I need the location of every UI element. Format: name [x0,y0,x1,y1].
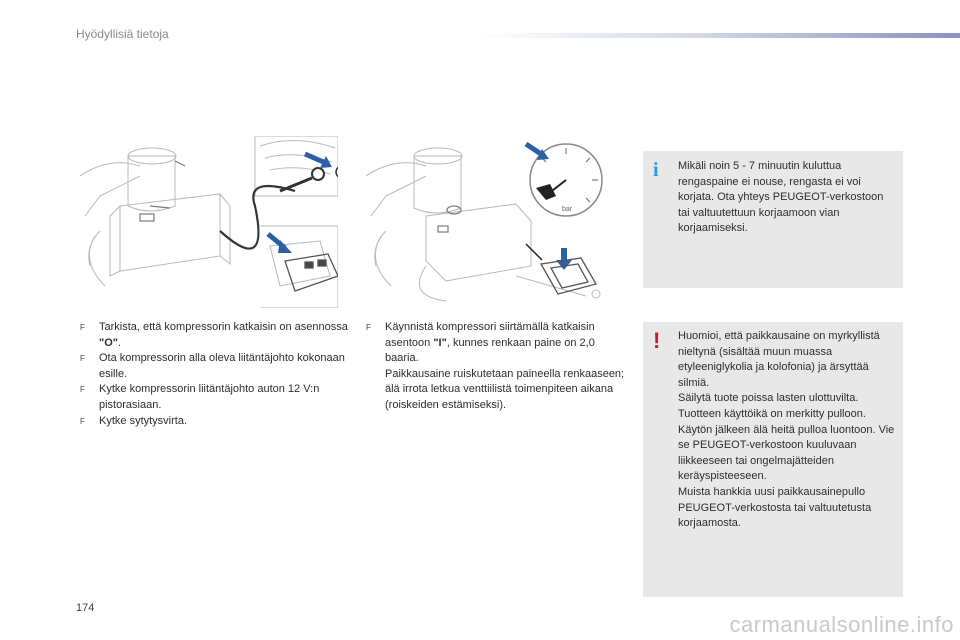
step-item [80,414,350,430]
step-text: Kytke sytytysvirta. [99,414,188,427]
info-icon: i [653,159,659,181]
step-text-emphasis: "O" [99,336,118,349]
watermark: carmanualsonline.info [729,612,954,637]
step-text: Kytke kompressorin liitäntäjohto auton 12 V:n pistorasiaan. [99,383,320,411]
info-box-text: Mikäli noin 5 - 7 minuutin kuluttua rengaspaine ei nouse, rengasta ei voi korjata. Ota yhteys PEUGEOT-verkostoon tai valtuutettuun korjaamoon vian korjaamiseksi. [678,160,884,235]
page-header-bar [480,33,960,38]
step-text: , kunnes renkaan paine on 2,0 baaria. [385,336,595,365]
info-box [643,151,903,288]
step-note: Paikkausaine ruiskutetaan paineella renkaaseen; älä irrota letkua venttiilistä toimenpiteen aikana (roiskeiden estämiseksi). [385,367,625,411]
step-text: Ota kompressorin alla oleva liitäntäjohto kokonaan esille. [99,352,345,380]
step-bullet: F [80,323,85,332]
warning-paragraph: Tuotteen käyttöikä on merkitty pulloon. [678,407,866,420]
step-text: Tarkista, että kompressorin katkaisin on asennossa [99,321,348,333]
step-item [80,382,350,413]
step-item [80,320,350,351]
step-bullet: F [366,323,371,332]
step-text: . [118,336,122,349]
step-bullet: F [80,354,85,364]
warning-paragraph: Huomioi, että paikkausaine on myrkyllistä nieltynä (sisältää muun muassa etyleeniglykolia ja kolofonia) ja ärsyttää silmiä. [678,330,880,389]
page-header-title: Hyödyllisiä tietoja [76,27,169,41]
warning-paragraph: Muista hankkia uusi paikkausainepullo PEUGEOT-verkostosta tai valtuutetusta korjaamosta. [678,485,872,530]
step-bullet: F [80,416,85,426]
step-item [366,320,626,414]
warning-box [643,322,903,597]
step-item [80,351,350,382]
steps-list-left [80,320,350,429]
warning-paragraph: Käytön jälkeen älä heitä pulloa luontoon. Vie se PEUGEOT-verkostoon kuuluvaan liikkeeseen tai ongelmajätteiden keräyspisteeseen. [678,423,895,483]
step-text: Käynnistä kompressori siirtämällä katkaisin asentoon [385,321,595,349]
warning-icon: ! [653,328,661,353]
step-text-emphasis: "I" [433,336,447,349]
steps-list-middle [366,320,626,414]
page-number: 174 [76,602,95,614]
step-bullet: F [80,385,85,395]
compressor-gauge-illustration [366,136,624,308]
gauge-unit-label: bar [562,206,573,213]
warning-paragraph: Säilytä tuote poissa lasten ulottuvilta. [678,392,859,405]
compressor-connection-illustration [80,136,338,308]
